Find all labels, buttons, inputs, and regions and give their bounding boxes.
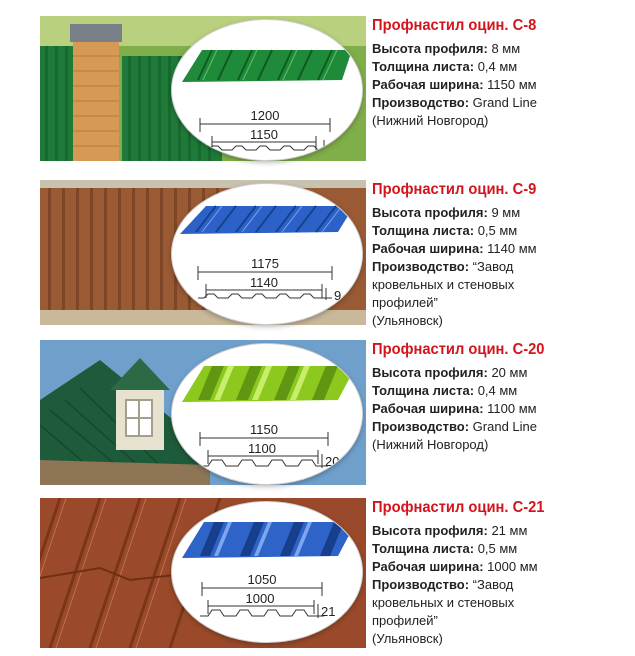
dimension-height-label: 21 bbox=[321, 604, 336, 619]
profile-oval bbox=[172, 344, 362, 484]
production-label: Производство: bbox=[372, 95, 470, 110]
product-info bbox=[372, 340, 632, 454]
profile-sheet-graphic bbox=[182, 50, 352, 82]
production-extra: (Нижний Новгород) bbox=[372, 113, 489, 128]
height-label: Высота профиля: bbox=[372, 41, 488, 56]
production-label: Производство: bbox=[372, 419, 470, 434]
thickness-label: Толщина листа: bbox=[372, 59, 475, 74]
dimension-work-label: 1000 bbox=[245, 591, 275, 606]
product-info bbox=[372, 16, 632, 130]
dimension-total-label: 1050 bbox=[247, 572, 277, 587]
product-row-c8 bbox=[0, 16, 635, 166]
production-extra: (Ульяновск) bbox=[372, 313, 443, 328]
dimension-total-label: 1150 bbox=[250, 422, 278, 437]
profile-oval bbox=[172, 502, 362, 642]
product-info bbox=[372, 498, 632, 648]
production-value: Grand Line bbox=[472, 419, 537, 434]
product-row-c21 bbox=[0, 498, 635, 648]
production-value: Grand Line bbox=[472, 95, 537, 110]
thickness-value: 0,5 мм bbox=[477, 541, 518, 556]
profile-sheet-graphic bbox=[182, 522, 356, 558]
height-value: 8 мм bbox=[491, 41, 521, 56]
height-label: Высота профиля: bbox=[372, 365, 488, 380]
product-title: Профнастил оцин. С-9 bbox=[372, 181, 537, 198]
thickness-label: Толщина листа: bbox=[372, 541, 475, 556]
product-row-c9 bbox=[0, 180, 635, 330]
dimension-height-label: 20 bbox=[325, 454, 340, 469]
profile-oval bbox=[172, 184, 362, 324]
thickness-value: 0,4 мм bbox=[477, 383, 518, 398]
dimension-height-label: 9 bbox=[334, 288, 342, 303]
product-title: Профнастил оцин. С-20 bbox=[372, 341, 545, 358]
thickness-value: 0,5 мм bbox=[477, 223, 518, 238]
width-value: 1140 мм bbox=[487, 241, 537, 256]
dimension-work-label: 1140 bbox=[250, 275, 278, 290]
product-info bbox=[372, 180, 632, 330]
dimension-work-label: 1100 bbox=[248, 441, 276, 456]
product-title: Профнастил оцин. С-8 bbox=[372, 17, 537, 34]
production-extra: (Ульяновск) bbox=[372, 631, 443, 646]
production-value: “Завод кровельных и стеновых профилей” bbox=[372, 259, 515, 310]
height-value: 9 мм bbox=[491, 205, 521, 220]
dimension-height-label: 8 bbox=[332, 139, 340, 154]
production-label: Производство: bbox=[372, 577, 470, 592]
production-label: Производство: bbox=[372, 259, 470, 274]
production-extra: (Нижний Новгород) bbox=[372, 437, 489, 452]
profile-oval bbox=[172, 20, 362, 160]
height-label: Высота профиля: bbox=[372, 205, 488, 220]
height-value: 21 мм bbox=[491, 523, 528, 538]
product-row-c20 bbox=[0, 340, 635, 490]
width-label: Рабочая ширина: bbox=[372, 77, 484, 92]
width-label: Рабочая ширина: bbox=[372, 559, 484, 574]
profile-sheet-graphic bbox=[182, 366, 356, 402]
product-title: Профнастил оцин. С-21 bbox=[372, 499, 545, 516]
width-label: Рабочая ширина: bbox=[372, 401, 484, 416]
thickness-value: 0,4 мм bbox=[477, 59, 518, 74]
width-label: Рабочая ширина: bbox=[372, 241, 484, 256]
thickness-label: Толщина листа: bbox=[372, 223, 475, 238]
thickness-label: Толщина листа: bbox=[372, 383, 475, 398]
height-value: 20 мм bbox=[491, 365, 528, 380]
width-value: 1000 мм bbox=[487, 559, 538, 574]
profile-sheet-graphic bbox=[180, 206, 354, 234]
dimension-total-label: 1175 bbox=[251, 256, 279, 271]
production-value: “Завод кровельных и стеновых профилей” bbox=[372, 577, 515, 628]
width-value: 1100 мм bbox=[487, 401, 537, 416]
width-value: 1150 мм bbox=[487, 77, 537, 92]
dimension-work-label: 1150 bbox=[250, 127, 278, 142]
height-label: Высота профиля: bbox=[372, 523, 488, 538]
dimension-total-label: 1200 bbox=[250, 108, 280, 123]
